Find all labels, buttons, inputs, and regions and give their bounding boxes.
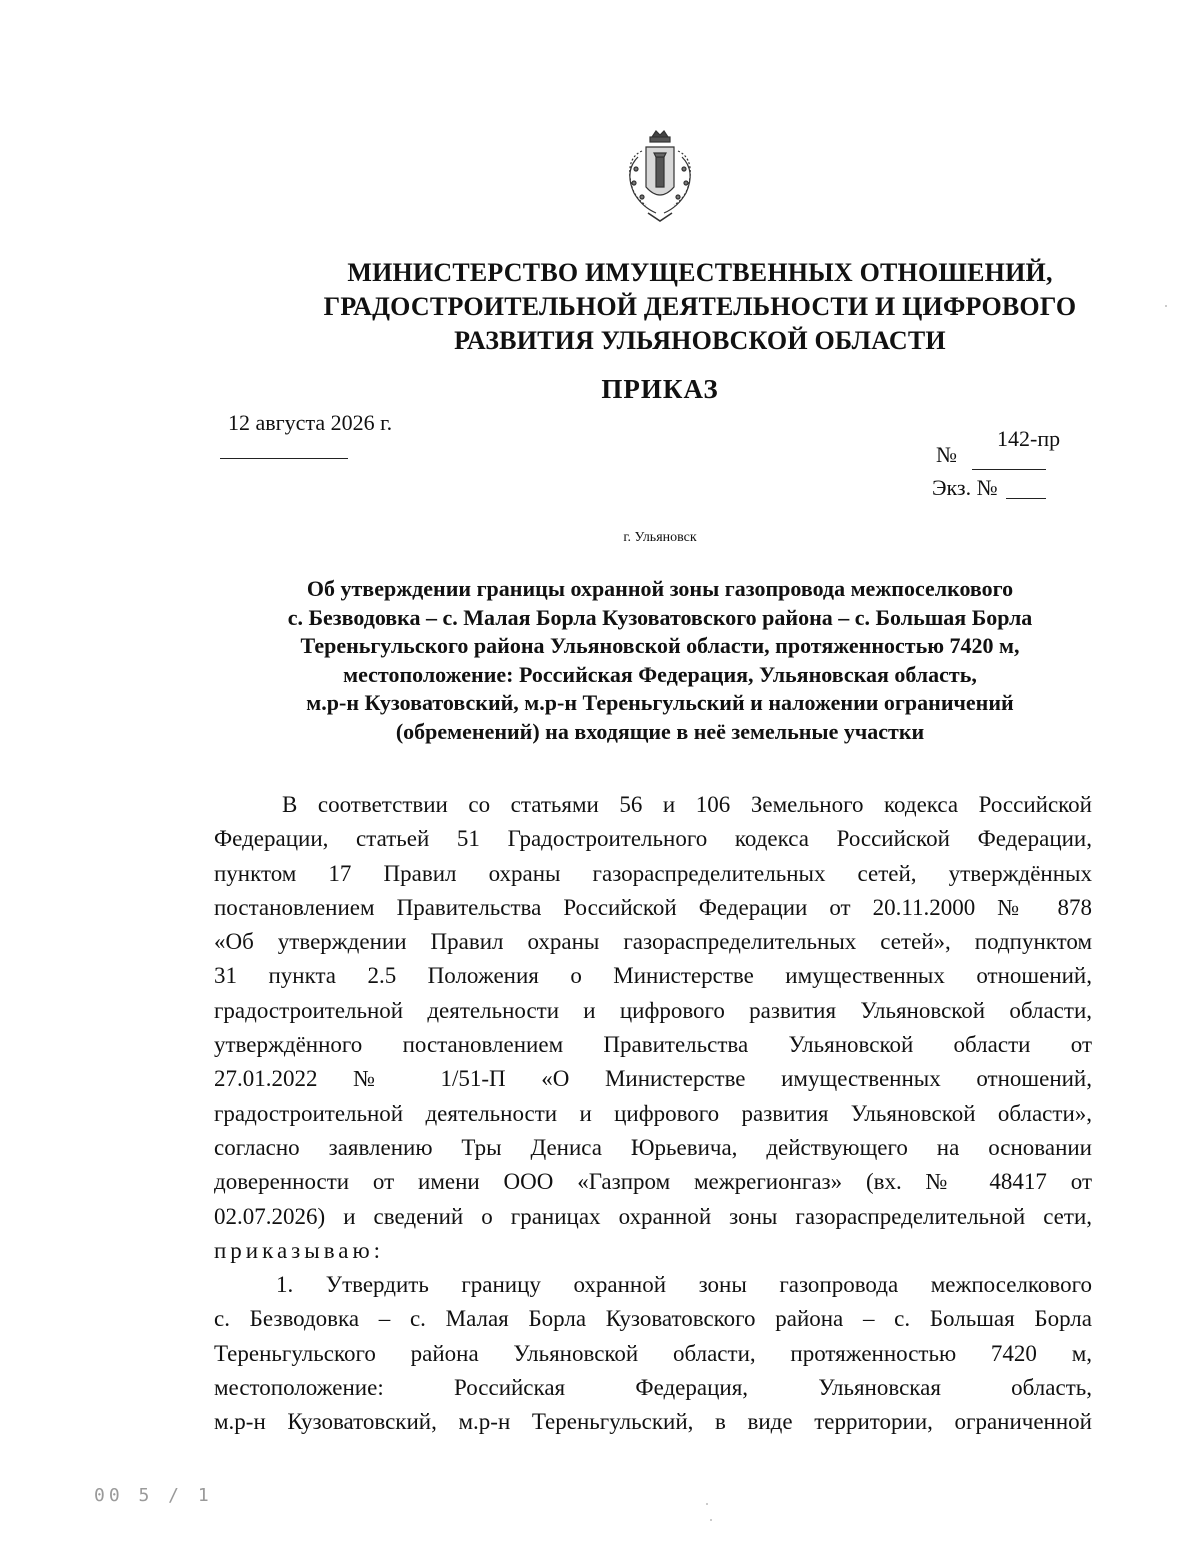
- subject-line: с. Безводовка – с. Малая Борла Кузоватовского района – с. Большая Борла: [287, 604, 1033, 630]
- preamble-line: 02.07.2026) и сведений о границах охранной зоны газораспределительной сети,: [214, 1203, 1092, 1229]
- item-1-line: Тереньгульского района Ульяновской области, протяженностью 7420 м,: [214, 1340, 1092, 1366]
- preamble-line: «Об утверждении Правил охраны газораспределительных сетей», подпунктом: [214, 929, 1092, 955]
- ministry-line-3: РАЗВИТИЯ УЛЬЯНОВСКОЙ ОБЛАСТИ: [454, 326, 946, 355]
- item-1-line: м.р-н Кузоватовский, м.р-н Тереньгульский, в виде территории, ограниченной: [214, 1409, 1092, 1435]
- preamble-line: 27.01.2022 № 1/51-П «О Министерстве имущественных отношений,: [214, 1066, 1092, 1092]
- preamble-line: 31 пункта 2.5 Положения о Министерстве имущественных отношений,: [214, 963, 1092, 989]
- order-verb: приказываю:: [214, 1237, 385, 1263]
- preamble-line: доверенности от имени ООО «Газпром межрегионгаз» (вх. № 48417 от: [214, 1169, 1092, 1195]
- preamble-line: Федерации, статьей 51 Градостроительного кодекса Российской Федерации,: [214, 826, 1092, 852]
- subject-line: Тереньгульского района Ульяновской области, протяженностью 7420 м,: [300, 633, 1020, 658]
- order-body: [214, 788, 1092, 1440]
- scan-speck: [710, 1519, 712, 1521]
- order-number-value: 142-пр: [997, 426, 1061, 451]
- scan-speck: [706, 1503, 708, 1505]
- ministry-line-1: МИНИСТЕРСТВО ИМУЩЕСТВЕННЫХ ОТНОШЕНИЙ,: [347, 258, 1053, 287]
- scan-speck: [1165, 305, 1167, 307]
- subject-line: м.р-н Кузоватовский, м.р-н Тереньгульский и наложении ограничений: [306, 690, 1014, 715]
- order-number-label: №: [936, 442, 957, 467]
- subject-line: (обременений) на входящие в неё земельные участки: [395, 718, 925, 744]
- subject-line: Об утверждении границы охранной зоны газопровода межпоселкового: [306, 576, 1014, 601]
- faint-page-stamp: 00 5 / 1: [94, 1485, 213, 1506]
- preamble-line: градостроительной деятельности и цифрового развития Ульяновской области,: [214, 997, 1092, 1023]
- preamble-line: градостроительной деятельности и цифрового развития Ульяновской области»,: [214, 1100, 1092, 1126]
- item-1-line: местоположение: Российская Федерация, Ульяновская область,: [214, 1375, 1092, 1401]
- copy-number-underline: [1006, 498, 1046, 499]
- order-number-underline: [972, 469, 1046, 470]
- order-subject: [200, 575, 1120, 746]
- preamble-line: пунктом 17 Правил охраны газораспределительных сетей, утверждённых: [214, 860, 1092, 886]
- document-type-title: ПРИКАЗ: [601, 374, 719, 404]
- preamble-line: утверждённого постановлением Правительства Ульяновской области от: [214, 1032, 1092, 1058]
- preamble-line: В соответствии со статьями 56 и 106 Земельного кодекса Российской: [282, 792, 1092, 817]
- city-label: г. Ульяновск: [623, 530, 697, 545]
- ministry-line-2: ГРАДОСТРОИТЕЛЬНОЙ ДЕЯТЕЛЬНОСТИ И ЦИФРОВОГО: [323, 292, 1077, 321]
- preamble-line: постановлением Правительства Российской Федерации от 20.11.2000 № 878: [214, 894, 1092, 920]
- order-date: 12 августа 2026 г.: [228, 410, 393, 435]
- preamble-line: согласно заявлению Тры Дениса Юрьевича, действующего на основании: [214, 1134, 1092, 1160]
- copy-number-label: Экз. №: [932, 475, 998, 500]
- ministry-name: [300, 256, 1100, 358]
- item-1-line: 1. Утвердить границу охранной зоны газопровода межпоселкового: [276, 1272, 1092, 1298]
- date-underline: [220, 458, 348, 459]
- subject-line: местоположение: Российская Федерация, Ульяновская область,: [343, 661, 977, 687]
- coat-of-arms-emblem: [612, 127, 708, 227]
- item-1-line: с. Безводовка – с. Малая Борла Кузоватовского района – с. Большая Борла: [214, 1306, 1092, 1332]
